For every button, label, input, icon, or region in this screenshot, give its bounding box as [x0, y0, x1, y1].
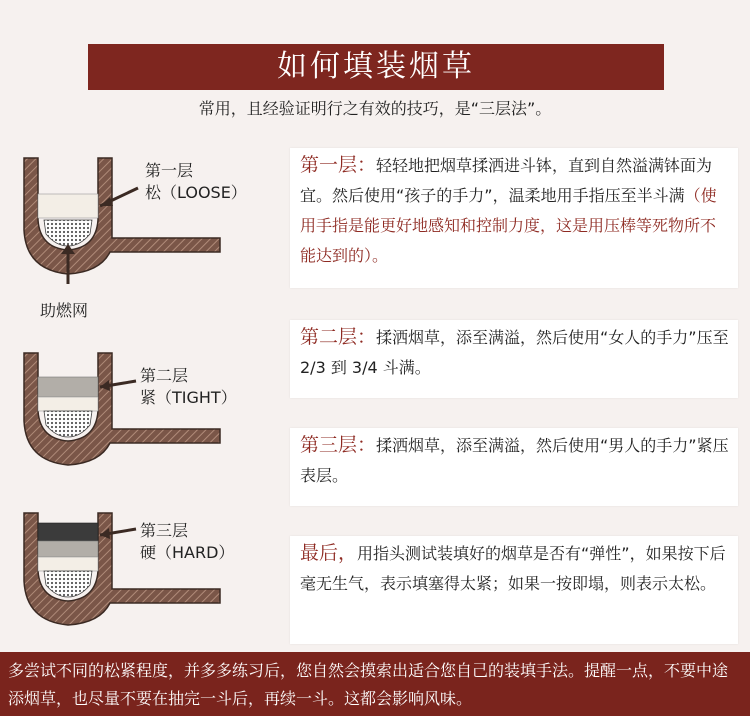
- layer2-box: [290, 320, 738, 398]
- page-title: 如何填装烟草: [88, 44, 664, 90]
- layer1-box: [290, 148, 738, 288]
- layer2-heading: 第二层：: [300, 326, 377, 348]
- layer3-box: [290, 428, 738, 506]
- layer3-text: 揉洒烟草，添至满溢，然后使用“男人的手力”紧压表层。: [300, 436, 729, 485]
- diagram-label-tight-line1: 第二层: [140, 366, 189, 385]
- diagram-label-tight: [140, 365, 237, 409]
- layer1-note: （使用手指是能更好地感知和控制力度，这是用压棒等死物所不能达到的）。: [300, 186, 717, 265]
- diagram-label-loose-line2: 松（LOOSE）: [145, 183, 247, 202]
- final-heading: 最后，: [300, 542, 358, 564]
- final-text: 用指头测试装填好的烟草是否有“弹性”，如果按下后毫无生气，表示填塞得太紧；如果一按即塌，则表示太松。: [300, 544, 726, 593]
- layer1-text: 轻轻地把烟草揉洒进斗钵，直到自然溢满钵面为宜。然后使用“孩子的手力”，温柔地用手指压至半斗满: [300, 156, 713, 205]
- diagram-label-hard-line1: 第三层: [140, 521, 189, 540]
- layer1-heading: 第一层：: [300, 154, 377, 176]
- diagram-label-tight-line2: 紧（TIGHT）: [140, 388, 237, 407]
- diagram-label-hard: [140, 520, 234, 564]
- layer3-heading: 第三层：: [300, 434, 377, 456]
- footer-note: 多尝试不同的松紧程度，并多多练习后，您自然会摸索出适合您自己的装填手法。提醒一点，不要中途添烟草，也尽量不要在抽完一斗后，再续一斗。这都会影响风味。: [0, 652, 750, 716]
- layer2-text: 揉洒烟草，添至满溢，然后使用“女人的手力”压至 2/3 到 3/4 斗满。: [300, 328, 729, 377]
- diagram-label-hard-line2: 硬（HARD）: [140, 543, 235, 562]
- diagram-label-loose: [145, 160, 247, 204]
- diagram-label-loose-line1: 第一层: [145, 161, 194, 180]
- final-box: [290, 536, 738, 644]
- mesh-label: 助燃网: [40, 301, 89, 320]
- subtitle: 常用，且经验证明行之有效的技巧，是“三层法”。: [198, 99, 552, 118]
